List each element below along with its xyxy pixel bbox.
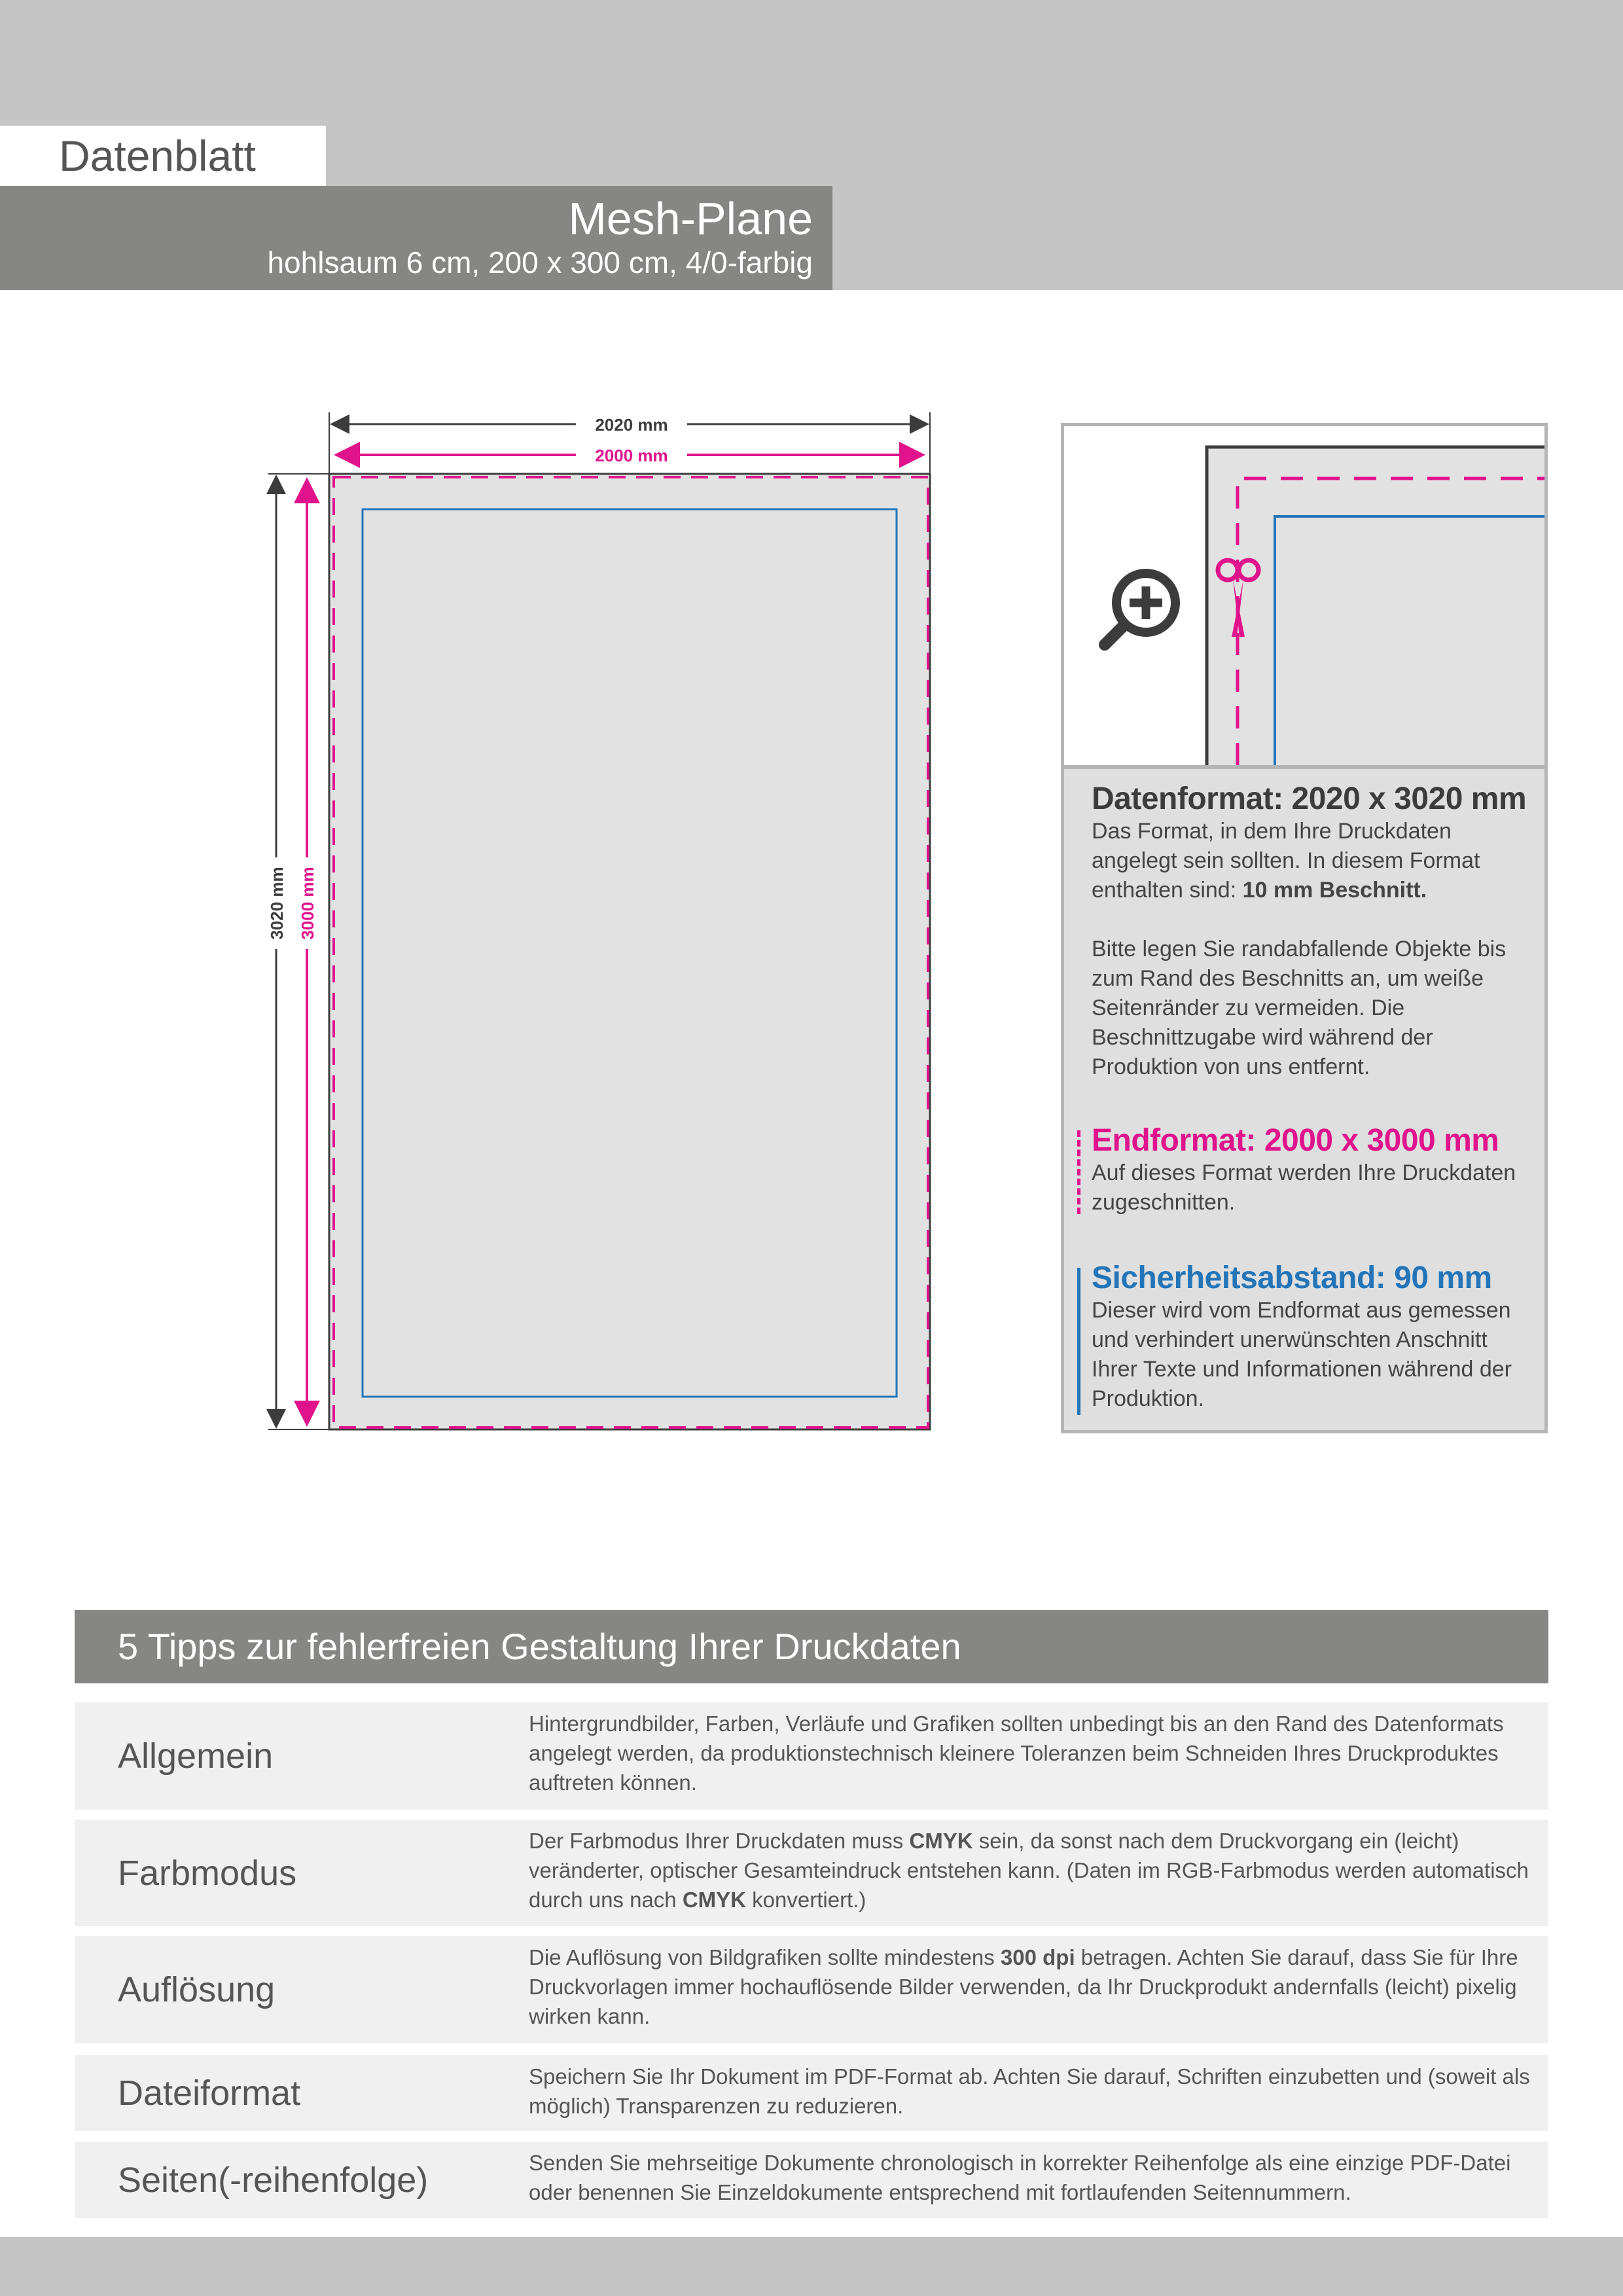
datenformat-note: Bitte legen Sie randabfallende Objekte bis zum Rand des Beschnitts an, um weiße Seitenränder zu vermeiden. Die Beschnittzugabe wird während der Produktion von uns entfernt.	[1092, 937, 1507, 1079]
doc-type-title: Datenblatt	[59, 132, 256, 180]
tip-label: Seiten(-reihenfolge)	[118, 2160, 429, 2200]
datenformat-heading: Datenformat: 2020 x 3020 mm	[1092, 781, 1527, 816]
data-format-area	[329, 474, 930, 1429]
zoom-in-icon	[1105, 573, 1175, 645]
tip-text: Speichern Sie Ihr Dokument im PDF-Format ab. Achten Sie darauf, Schriften einzubetten und (soweit als möglich) Transparenzen zu reduzieren.	[529, 2064, 1530, 2118]
safety-section	[1092, 1260, 1537, 1414]
tip-row	[75, 2142, 1548, 2218]
tip-label: Farbmodus	[118, 1853, 297, 1893]
endformat-marker	[1077, 1130, 1080, 1214]
tip-text: Senden Sie mehrseitige Dokumente chronologisch in korrekter Reihenfolge als eine einzige PDF-Datei oder benennen Sie Einzeldokumente entsprechend mit fortlaufenden Seitennummern.	[529, 2151, 1511, 2204]
dim-end-width: 2000 mm	[595, 446, 668, 465]
tip-row	[75, 1820, 1548, 1926]
tip-row	[75, 1702, 1548, 1810]
info-box	[1061, 766, 1548, 1433]
datenformat-text: Das Format, in dem Ihre Druckdaten angelegt sein sollten. In diesem Format enthalten sind: 10 mm Beschnitt.	[1092, 819, 1480, 903]
dim-end-height: 3000 mm	[298, 867, 317, 940]
dim-data-width: 2020 mm	[595, 415, 668, 435]
product-subtitle: hohlsaum 6 cm, 200 x 300 cm, 4/0-farbig	[267, 245, 813, 279]
tip-text: Hintergrundbilder, Farben, Verläufe und Grafiken sollten unbedingt bis an den Rand des Datenformats angelegt werden, da produktionstechnisch kleinere Toleranzen beim Schneiden Ihres Druckproduktes auftreten können.	[529, 1712, 1504, 1795]
safety-heading: Sicherheitsabstand: 90 mm	[1092, 1261, 1492, 1295]
tip-row	[75, 2055, 1548, 2131]
tips-title: 5 Tipps zur fehlerfreien Gestaltung Ihrer Druckdaten	[118, 1626, 961, 1667]
safety-text: Dieser wird vom Endformat aus gemessen und verhindert unerwünschten Anschnitt Ihrer Texte und Informationen während der Produktion.	[1092, 1298, 1512, 1411]
footer-band	[0, 2237, 1623, 2296]
tip-label: Dateiformat	[118, 2073, 301, 2113]
tip-row	[75, 1936, 1548, 2043]
corner-detail	[1064, 426, 1544, 765]
datenformat-section	[1092, 781, 1537, 1082]
tip-label: Auflösung	[118, 1970, 276, 2009]
tip-label: Allgemein	[118, 1736, 274, 1776]
product-title: Mesh-Plane	[568, 193, 813, 244]
tip-text: Der Farbmodus Ihrer Druckdaten muss CMYK sein, da sonst nach dem Druckvorgang ein (leicht) veränderter, optischer Gesamteindruck entstehen kann. (Daten im RGB-Farbmodus werden automatisch durch uns nach CMYK konvertiert.)	[529, 1829, 1529, 1912]
endformat-text: Auf dieses Format werden Ihre Druckdaten zugeschnitten.	[1092, 1160, 1516, 1215]
dim-data-height: 3020 mm	[267, 867, 287, 940]
safety-marker	[1077, 1268, 1080, 1415]
endformat-section	[1092, 1122, 1537, 1217]
endformat-heading: Endformat: 2000 x 3000 mm	[1092, 1123, 1499, 1158]
tips-header	[75, 1610, 1548, 1683]
tip-text: Die Auflösung von Bildgrafiken sollte mindestens 300 dpi betragen. Achten Sie darauf, dass Sie für Ihre Druckvorlagen immer hochauflösende Bilder verwenden, da Ihr Druckprodukt andernfalls (leicht) pixelig wirken kann.	[529, 1945, 1518, 2028]
zoom-detail-box	[1061, 423, 1548, 768]
